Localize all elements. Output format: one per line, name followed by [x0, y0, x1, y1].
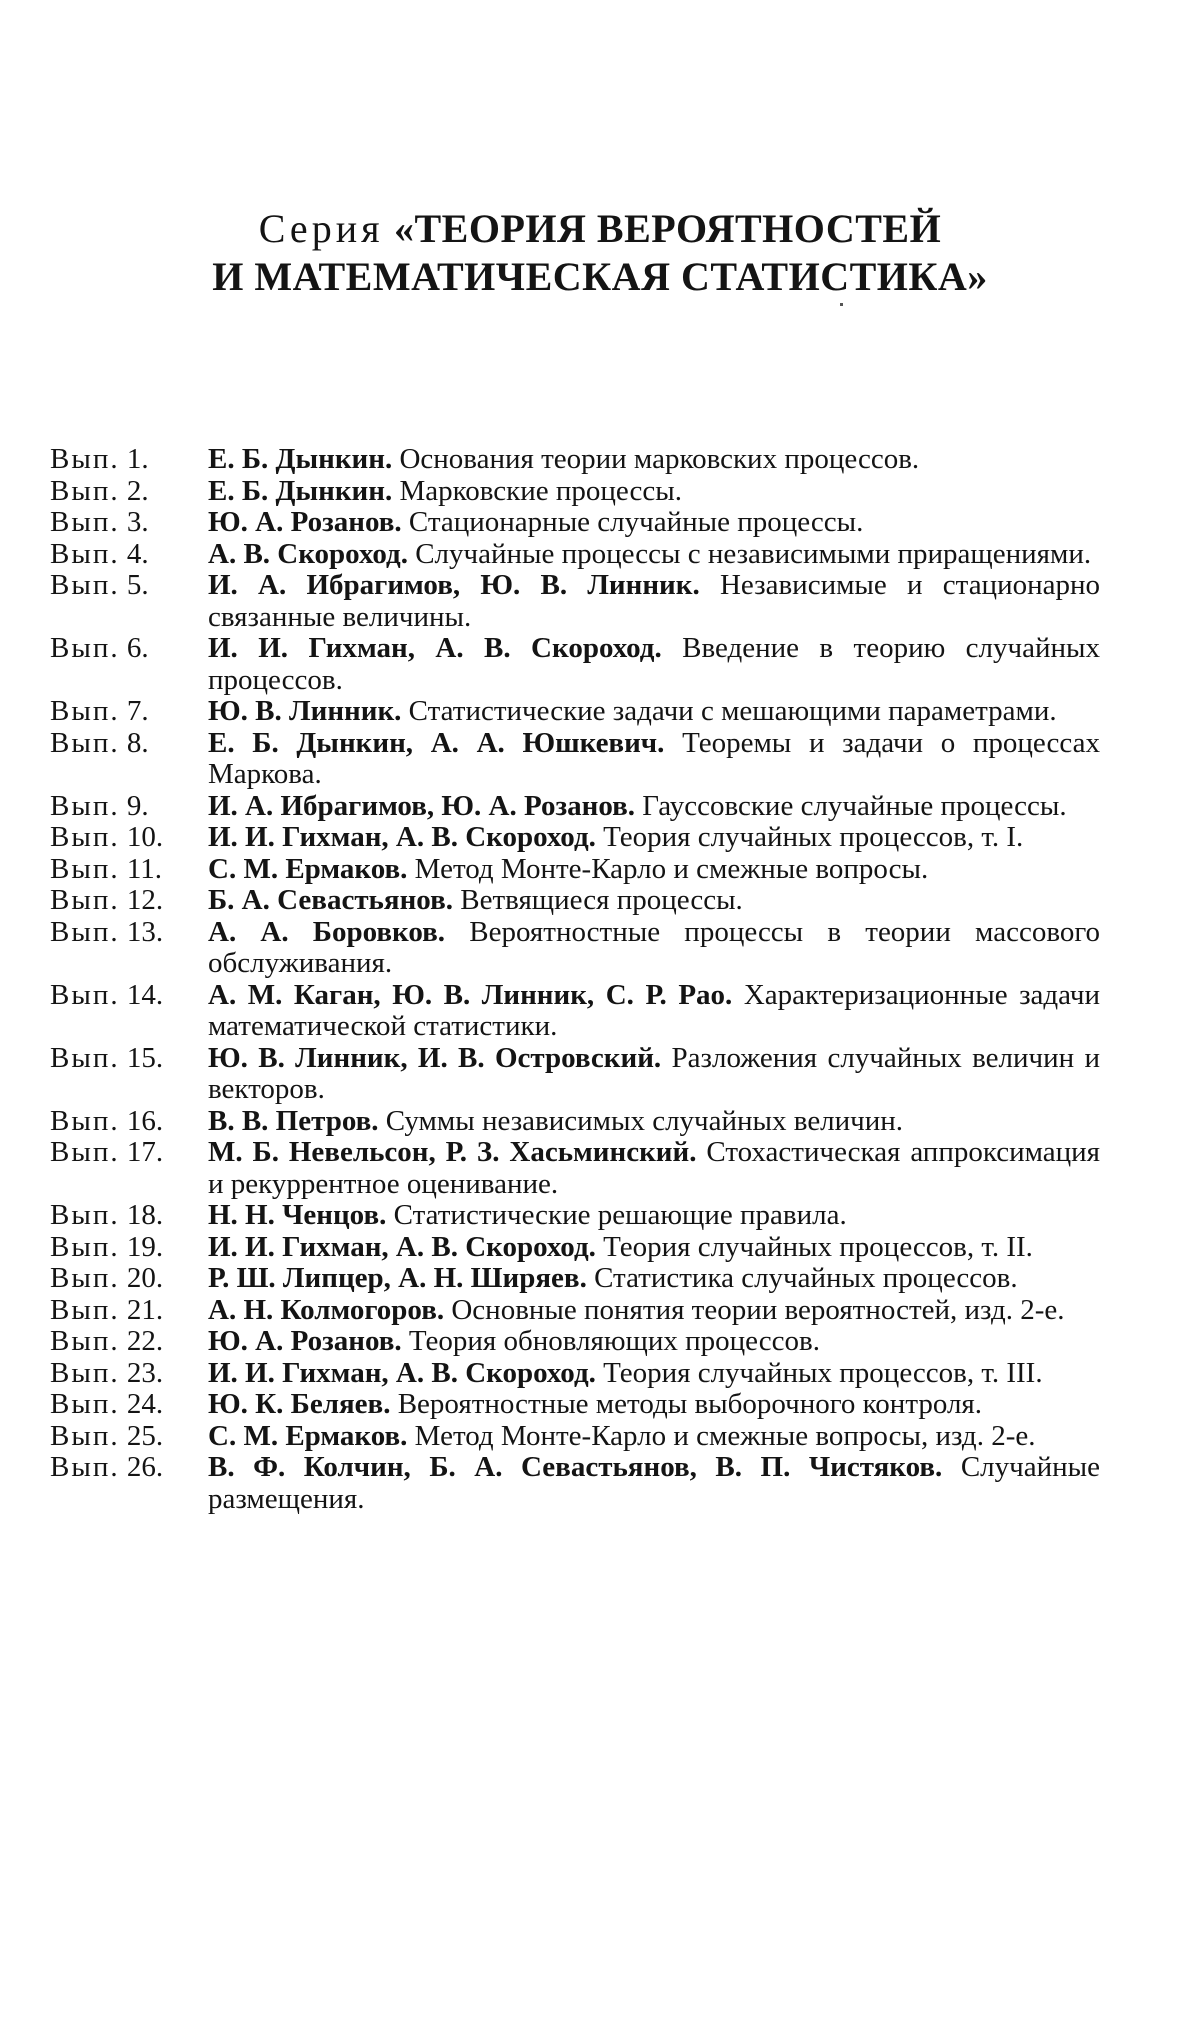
issue-body — [208, 570, 1100, 633]
issue-number — [50, 696, 208, 728]
issue-label: Вып. — [50, 852, 120, 885]
issue-label: Вып. — [50, 1325, 120, 1357]
issue-entry — [50, 1358, 1100, 1390]
issue-authors: А. Н. Колмогоров. — [208, 1293, 445, 1326]
issue-body — [208, 854, 1100, 886]
issue-number — [50, 633, 208, 665]
issue-number — [50, 1200, 208, 1232]
issue-title: Теория случайных процессов, т. III. — [603, 1356, 1043, 1389]
issue-number-value: 6. — [126, 632, 149, 664]
issue-authors: И. И. Гихман, А. В. Скороход. — [208, 1230, 596, 1263]
issue-title: Статистические решающие правила. — [393, 1199, 847, 1231]
issue-number-value: 16. — [126, 1104, 164, 1137]
issue-label: Вып. — [50, 632, 120, 664]
issue-title: Введение в теорию случайных процессов. — [208, 632, 1101, 696]
issue-entry — [50, 917, 1100, 980]
issue-number — [50, 917, 208, 949]
issue-body — [208, 822, 1100, 854]
issue-number — [50, 822, 208, 854]
issue-number-value: 15. — [126, 1041, 164, 1074]
issue-body — [208, 1200, 1100, 1232]
issue-body — [208, 1421, 1100, 1453]
issue-number — [50, 1137, 208, 1169]
issue-number — [50, 1389, 208, 1421]
issue-title: Теория случайных процессов, т. II. — [603, 1230, 1033, 1263]
issue-number — [50, 1106, 208, 1138]
issue-number — [50, 728, 208, 760]
issue-number-value: 20. — [126, 1262, 164, 1294]
issue-title: Независимые и стационарно связанные величины. — [208, 569, 1101, 633]
issue-authors: В. Ф. Колчин, Б. А. Севастьянов, В. П. Чистяков. — [208, 1451, 943, 1483]
issue-entry — [50, 539, 1100, 571]
issue-label: Вып. — [50, 537, 120, 570]
issue-title: Ветвящиеся процессы. — [460, 884, 743, 916]
issue-label: Вып. — [50, 1419, 120, 1452]
issue-number-value: 14. — [126, 978, 164, 1011]
issue-entry — [50, 1232, 1100, 1264]
issue-body — [208, 1452, 1100, 1515]
issue-number — [50, 539, 208, 571]
issue-body — [208, 728, 1100, 791]
issue-label: Вып. — [50, 569, 120, 601]
issue-number — [50, 1452, 208, 1484]
issue-label: Вып. — [50, 1451, 120, 1483]
issue-title: Марковские процессы. — [399, 474, 682, 507]
issue-label: Вып. — [50, 821, 120, 853]
issue-authors: А. А. Боровков. — [208, 915, 446, 948]
issue-authors: И. И. Гихман, А. В. Скороход. — [208, 632, 662, 664]
issue-title: Теория случайных процессов, т. I. — [603, 821, 1024, 853]
issue-title: Случайные размещения. — [208, 1451, 1100, 1515]
issue-entry — [50, 1137, 1100, 1200]
issue-authors: Н. Н. Ченцов. — [208, 1199, 387, 1231]
issue-authors: Р. Ш. Липцер, А. Н. Ширяев. — [208, 1262, 587, 1294]
issue-authors: Ю. В. Линник, И. В. Островский. — [208, 1041, 662, 1074]
issue-number-value: 13. — [126, 915, 164, 948]
issue-number — [50, 980, 208, 1012]
issue-number — [50, 791, 208, 823]
issue-authors: Ю. К. Беляев. — [208, 1388, 391, 1420]
issue-authors: А. М. Каган, Ю. В. Линник, С. Р. Рао. — [208, 978, 733, 1011]
issue-number-value: 5. — [126, 569, 149, 601]
issue-entry — [50, 507, 1100, 539]
issue-body — [208, 1326, 1100, 1358]
issue-title: Характеризационные задачи математической статистики. — [208, 978, 1100, 1042]
issue-number-value: 7. — [126, 695, 149, 727]
issue-label: Вып. — [50, 1388, 120, 1420]
issue-entry — [50, 1263, 1100, 1295]
issue-title: Гауссовские случайные процессы. — [642, 789, 1067, 822]
issue-authors: Е. Б. Дынкин. — [208, 474, 393, 507]
issue-number-value: 12. — [126, 884, 164, 916]
issue-body — [208, 1043, 1100, 1106]
issue-label: Вып. — [50, 915, 120, 948]
issue-label: Вып. — [50, 1230, 120, 1263]
series-title-text-1: «ТЕОРИЯ ВЕРОЯТНОСТЕЙ — [394, 206, 942, 251]
issue-title: Вероятностные процессы в теории массового обслуживания. — [208, 915, 1100, 979]
issue-authors: С. М. Ермаков. — [208, 852, 408, 885]
issue-entry — [50, 1452, 1100, 1515]
issue-title: Разложения случайных величин и векторов. — [208, 1041, 1101, 1105]
issue-entry — [50, 1043, 1100, 1106]
issue-number-value: 22. — [126, 1325, 164, 1357]
issue-authors: М. Б. Невельсон, Р. З. Хасьминский. — [208, 1136, 697, 1168]
issue-number-value: 17. — [126, 1136, 164, 1168]
issue-entry — [50, 1326, 1100, 1358]
issue-authors: В. В. Петров. — [208, 1104, 379, 1137]
issue-title: Статистические задачи с мешающими параметрами. — [408, 695, 1057, 727]
issue-body — [208, 980, 1100, 1043]
issue-title: Случайные процессы с независимыми приращениями. — [415, 537, 1092, 570]
issue-body — [208, 1137, 1100, 1200]
issue-body — [208, 1232, 1100, 1264]
issue-title: Основные понятия теории вероятностей, изд. 2-е. — [451, 1293, 1065, 1326]
issue-authors: Ю. А. Розанов. — [208, 1325, 402, 1357]
issue-authors: И. А. Ибрагимов, Ю. В. Линник. — [208, 569, 700, 601]
issue-authors: И. И. Гихман, А. В. Скороход. — [208, 821, 596, 853]
issue-number — [50, 1295, 208, 1327]
issue-label: Вып. — [50, 443, 120, 475]
issue-label: Вып. — [50, 1104, 120, 1137]
issue-number-value: 24. — [126, 1388, 164, 1420]
issue-number — [50, 444, 208, 476]
issue-number — [50, 1326, 208, 1358]
issue-number-value: 26. — [126, 1451, 164, 1483]
issue-body — [208, 1358, 1100, 1390]
issue-entry — [50, 1421, 1100, 1453]
print-speck — [840, 303, 843, 306]
issue-label: Вып. — [50, 884, 120, 916]
issue-entry — [50, 1389, 1100, 1421]
issue-number-value: 8. — [126, 726, 149, 759]
issue-title: Суммы независимых случайных величин. — [385, 1104, 904, 1137]
issue-number-value: 18. — [126, 1199, 164, 1231]
issue-number — [50, 1043, 208, 1075]
issue-body — [208, 1389, 1100, 1421]
issue-authors: И. А. Ибрагимов, Ю. А. Розанов. — [208, 789, 636, 822]
issue-body — [208, 476, 1100, 508]
issue-number-value: 25. — [126, 1419, 164, 1452]
issue-entry — [50, 791, 1100, 823]
issue-entry — [50, 728, 1100, 791]
issue-label: Вып. — [50, 1136, 120, 1168]
issue-entry — [50, 980, 1100, 1043]
issue-authors: Е. Б. Дынкин. — [208, 443, 393, 475]
issue-number-value: 21. — [126, 1293, 164, 1326]
issue-entry — [50, 633, 1100, 696]
issue-body — [208, 539, 1100, 571]
issue-label: Вып. — [50, 506, 120, 538]
issue-title: Вероятностные методы выборочного контроля. — [397, 1388, 983, 1420]
issue-number — [50, 476, 208, 508]
issue-body — [208, 791, 1100, 823]
issue-title: Теоремы и задачи о процессах Маркова. — [208, 726, 1100, 790]
issue-number-value: 4. — [126, 537, 149, 570]
issue-label: Вып. — [50, 789, 120, 822]
series-title — [0, 205, 1200, 301]
issue-label: Вып. — [50, 1356, 120, 1389]
issue-authors: Е. Б. Дынкин, А. А. Юшкевич. — [208, 726, 665, 759]
issue-number-value: 9. — [126, 789, 149, 822]
issue-number-value: 23. — [126, 1356, 164, 1389]
issue-title: Основания теории марковских процессов. — [399, 443, 920, 475]
issue-body — [208, 885, 1100, 917]
issue-label: Вып. — [50, 695, 120, 727]
issue-body — [208, 1263, 1100, 1295]
series-title-line-1 — [0, 205, 1200, 253]
issue-number — [50, 507, 208, 539]
issue-number-value: 19. — [126, 1230, 164, 1263]
issue-number-value: 11. — [126, 852, 163, 885]
issue-label: Вып. — [50, 978, 120, 1011]
issue-authors: Б. А. Севастьянов. — [208, 884, 453, 916]
issue-label: Вып. — [50, 1199, 120, 1231]
issue-authors: Ю. А. Розанов. — [208, 506, 402, 538]
issue-number — [50, 1232, 208, 1264]
issue-number — [50, 854, 208, 886]
issue-entry — [50, 822, 1100, 854]
issue-entry — [50, 1106, 1100, 1138]
issue-title: Стационарные случайные процессы. — [408, 506, 864, 538]
issue-entry — [50, 476, 1100, 508]
issue-entry — [50, 885, 1100, 917]
issue-title: Статистика случайных процессов. — [594, 1262, 1018, 1294]
issue-label: Вып. — [50, 474, 120, 507]
issue-number — [50, 1421, 208, 1453]
issue-authors: С. М. Ермаков. — [208, 1419, 408, 1452]
issue-number — [50, 1358, 208, 1390]
issue-body — [208, 696, 1100, 728]
issue-entry — [50, 444, 1100, 476]
issue-entry — [50, 1295, 1100, 1327]
issue-body — [208, 633, 1100, 696]
series-label: Серия — [258, 206, 384, 251]
issue-title: Стохастическая аппроксимация и рекуррентное оценивание. — [208, 1136, 1101, 1200]
issue-body — [208, 1295, 1100, 1327]
issue-number-value: 10. — [126, 821, 164, 853]
issue-label: Вып. — [50, 1262, 120, 1294]
issue-body — [208, 917, 1100, 980]
issue-authors: И. И. Гихман, А. В. Скороход. — [208, 1356, 596, 1389]
issue-number — [50, 570, 208, 602]
issue-title: Метод Монте-Карло и смежные вопросы. — [414, 852, 929, 885]
issue-entry — [50, 570, 1100, 633]
issue-entry — [50, 854, 1100, 886]
issue-label: Вып. — [50, 1041, 120, 1074]
issue-label: Вып. — [50, 1293, 120, 1326]
issue-number — [50, 885, 208, 917]
issue-authors: Ю. В. Линник. — [208, 695, 402, 727]
issue-label: Вып. — [50, 726, 120, 759]
issue-body — [208, 507, 1100, 539]
issue-number-value: 1. — [126, 443, 149, 475]
issue-authors: А. В. Скороход. — [208, 537, 408, 570]
issue-entry — [50, 696, 1100, 728]
issue-title: Теория обновляющих процессов. — [408, 1325, 820, 1357]
issue-number — [50, 1263, 208, 1295]
issue-entry — [50, 1200, 1100, 1232]
issue-list — [50, 444, 1100, 1515]
issue-body — [208, 1106, 1100, 1138]
issue-number-value: 2. — [126, 474, 149, 507]
issue-body — [208, 444, 1100, 476]
series-title-line-2: И МАТЕМАТИЧЕСКАЯ СТАТИСТИКА» — [212, 254, 988, 299]
issue-number-value: 3. — [126, 506, 149, 538]
issue-title: Метод Монте-Карло и смежные вопросы, изд. 2-е. — [414, 1419, 1036, 1452]
